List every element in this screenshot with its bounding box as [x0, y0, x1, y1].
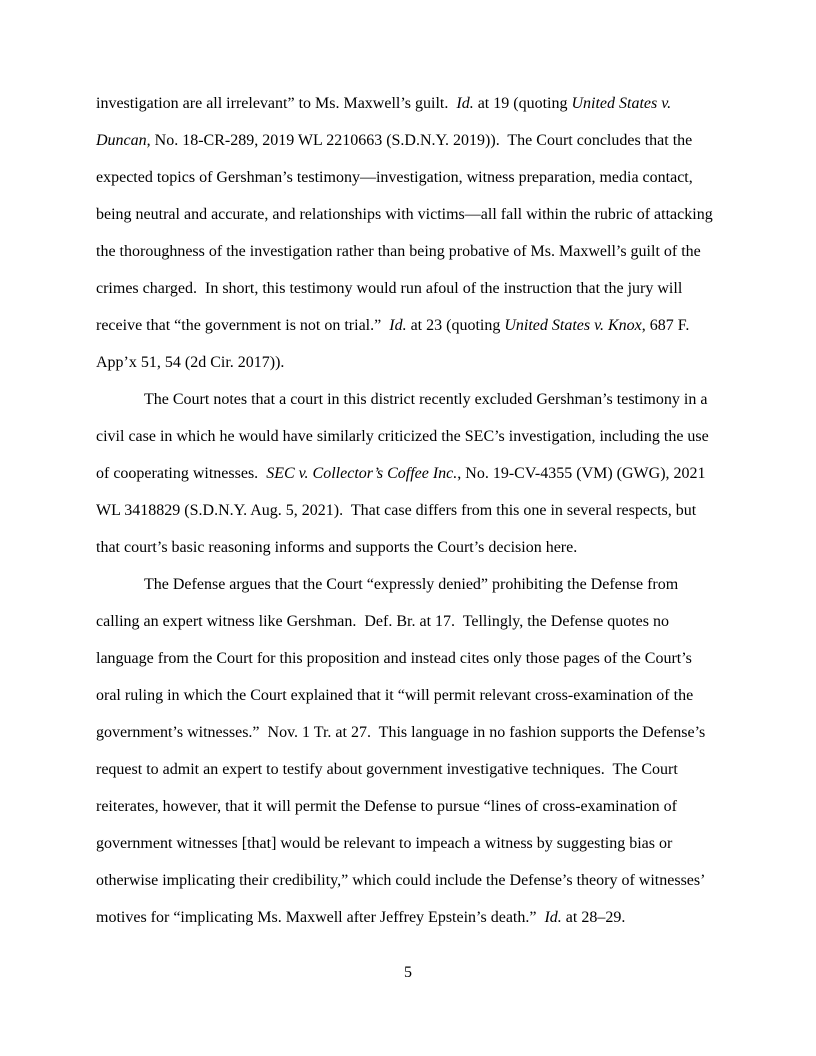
text-run: oral ruling in which the Court explained that it “will permit relevant cross-examination of the: [96, 687, 694, 704]
text-run: civil case in which he would have similarly criticized the SEC’s investigation, including the use: [96, 428, 709, 445]
text-line: [96, 492, 736, 529]
text-line: [96, 603, 736, 640]
text-line: [96, 344, 736, 381]
citation-italic-run: United States v.: [571, 95, 672, 112]
text-line: [96, 307, 736, 344]
text-line: [96, 196, 736, 233]
text-line: [96, 825, 736, 862]
paragraph: [96, 85, 736, 381]
text-line: [96, 788, 736, 825]
text-run: investigation are all irrelevant” to Ms. Maxwell’s guilt.: [96, 95, 457, 112]
text-line: [96, 529, 736, 566]
text-line: [96, 270, 736, 307]
text-line: [96, 714, 736, 751]
text-line: [96, 677, 736, 714]
citation-italic-run: SEC v. Collector’s Coffee Inc.: [266, 465, 458, 482]
citation-italic-run: Id.: [389, 317, 407, 334]
text-run: at 28–29.: [561, 909, 626, 926]
citation-italic-run: United States v. Knox: [504, 317, 642, 334]
text-run: App’x 51, 54 (2d Cir. 2017)).: [96, 354, 285, 371]
text-run: , 687 F.: [641, 317, 690, 334]
text-line: [96, 159, 736, 196]
text-run: expected topics of Gershman’s testimony—investigation, witness preparation, media contact,: [96, 169, 693, 186]
text-run: being neutral and accurate, and relationships with victims—all fall within the rubric of attacking: [96, 206, 713, 223]
text-run: otherwise implicating their credibility,” which could include the Defense’s theory of witnesses’: [96, 872, 706, 889]
text-run: receive that “the government is not on trial.”: [96, 317, 390, 334]
text-run: reiterates, however, that it will permit the Defense to pursue “lines of cross-examination of: [96, 798, 677, 815]
text-run: calling an expert witness like Gershman. Def. Br. at 17. Tellingly, the Defense quotes no: [96, 613, 669, 630]
text-run: The Court notes that a court in this district recently excluded Gershman’s testimony in a: [144, 391, 708, 408]
citation-italic-run: Id.: [456, 95, 474, 112]
page-number: 5: [404, 964, 412, 981]
text-line: [96, 381, 736, 418]
text-run: of cooperating witnesses.: [96, 465, 267, 482]
text-run: government’s witnesses.” Nov. 1 Tr. at 27. This language in no fashion supports the Defense’s: [96, 724, 706, 741]
text-run: motives for “implicating Ms. Maxwell after Jeffrey Epstein’s death.”: [96, 909, 545, 926]
text-line: [96, 455, 736, 492]
text-line: [96, 862, 736, 899]
text-line: [96, 751, 736, 788]
text-line: [96, 418, 736, 455]
paragraph: [96, 381, 736, 566]
text-line: [96, 233, 736, 270]
text-run: , No. 19-CV-4355 (VM) (GWG), 2021: [457, 465, 706, 482]
text-run: WL 3418829 (S.D.N.Y. Aug. 5, 2021). That case differs from this one in several respects, but: [96, 502, 697, 519]
text-run: that court’s basic reasoning informs and supports the Court’s decision here.: [96, 539, 578, 556]
text-run: the thoroughness of the investigation rather than being probative of Ms. Maxwell’s guilt of the: [96, 243, 701, 260]
text-run: crimes charged. In short, this testimony would run afoul of the instruction that the jury will: [96, 280, 683, 297]
text-line: [96, 899, 736, 936]
text-run: The Defense argues that the Court “expressly denied” prohibiting the Defense from: [144, 576, 679, 593]
document-body-text: [96, 85, 736, 936]
text-run: , No. 18-CR-289, 2019 WL 2210663 (S.D.N.Y. 2019)). The Court concludes that the: [146, 132, 693, 149]
text-run: at 19 (quoting: [473, 95, 572, 112]
text-run: at 23 (quoting: [406, 317, 505, 334]
text-line: [96, 85, 736, 122]
citation-italic-run: Duncan: [96, 132, 147, 149]
text-line: [96, 566, 736, 603]
text-run: request to admit an expert to testify about government investigative techniques. The Court: [96, 761, 678, 778]
text-line: [96, 640, 736, 677]
text-run: government witnesses [that] would be relevant to impeach a witness by suggesting bias or: [96, 835, 673, 852]
text-line: [96, 122, 736, 159]
text-run: language from the Court for this proposition and instead cites only those pages of the Court’s: [96, 650, 692, 667]
paragraph: [96, 566, 736, 936]
citation-italic-run: Id.: [544, 909, 562, 926]
